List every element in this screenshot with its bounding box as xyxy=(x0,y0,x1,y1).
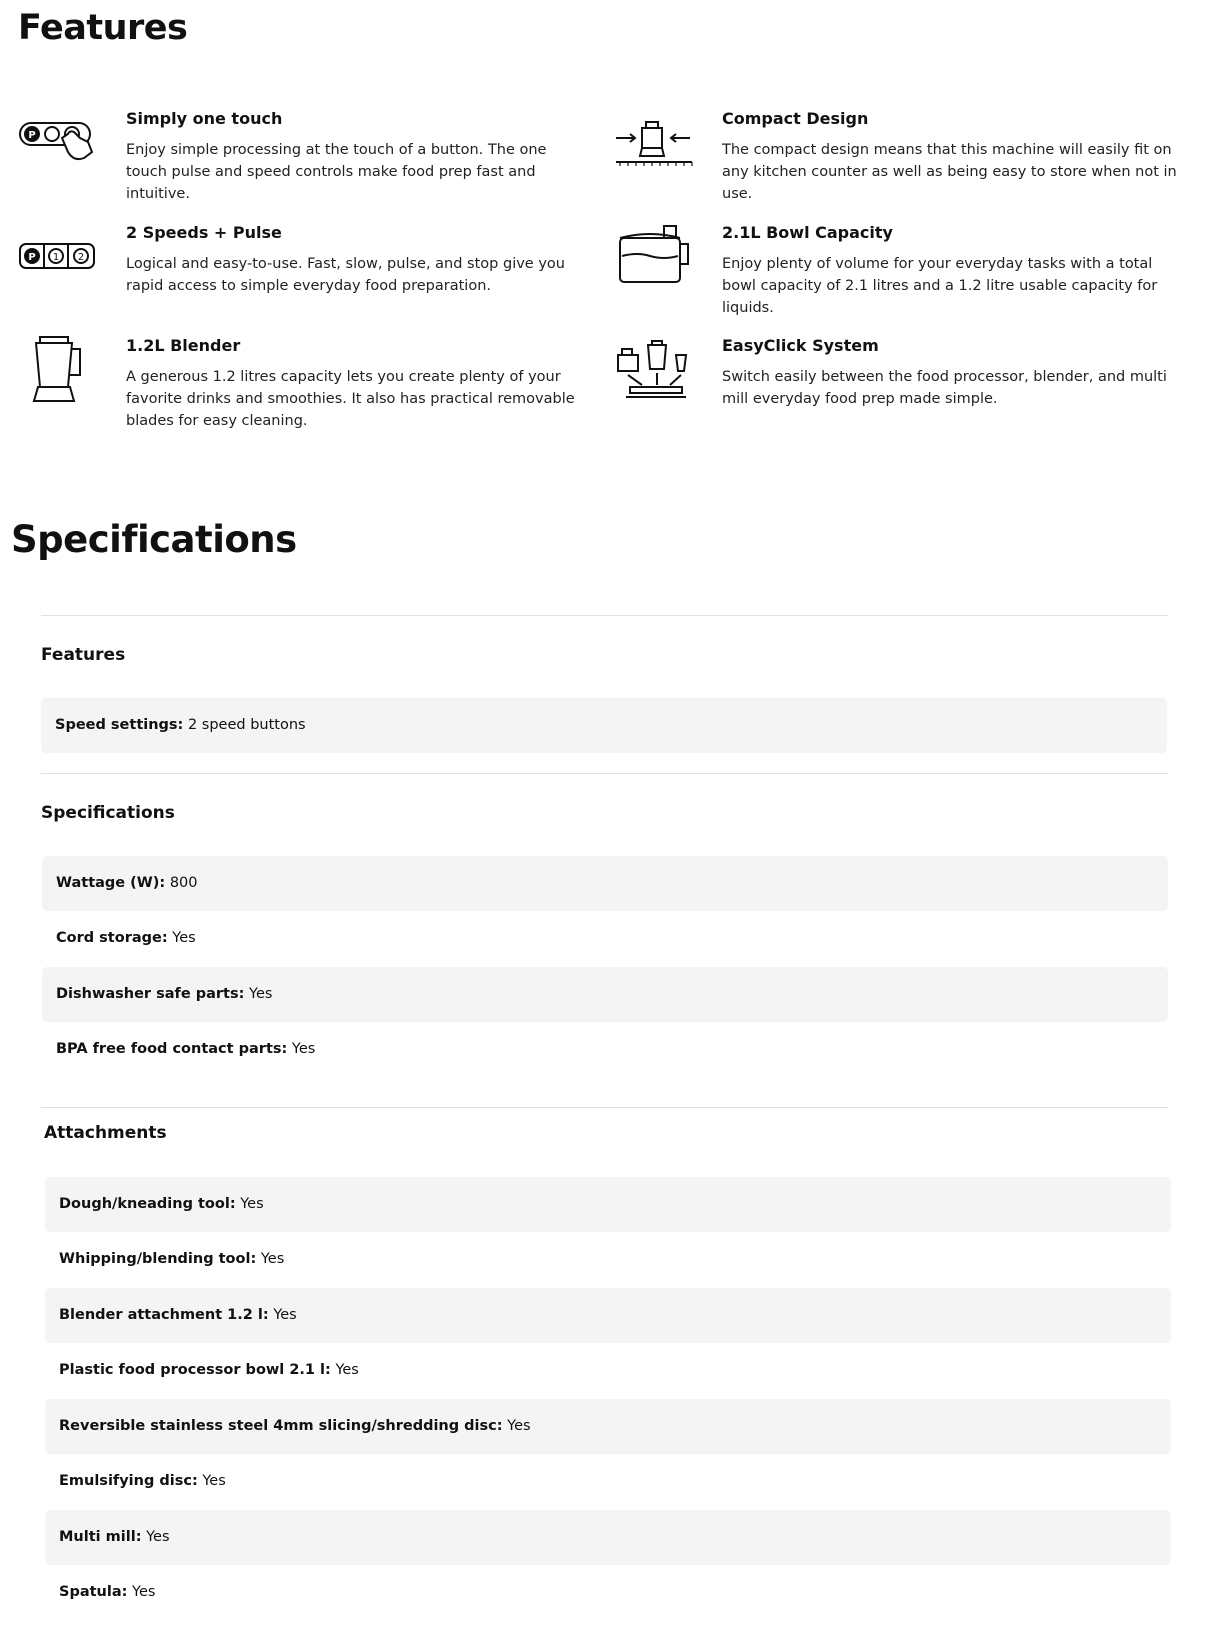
spec-value: Yes xyxy=(335,1362,359,1378)
feature-title: Compact Design xyxy=(722,109,869,128)
compact-design-icon xyxy=(614,108,694,178)
features-heading: Features xyxy=(18,8,188,48)
spec-row xyxy=(45,1510,1171,1565)
spec-label: Dishwasher safe parts: xyxy=(56,986,245,1002)
spec-label: BPA free food contact parts: xyxy=(56,1041,288,1057)
spec-value: Yes xyxy=(273,1307,297,1323)
svg-text:P: P xyxy=(28,252,36,263)
spec-value: Yes xyxy=(260,1251,285,1267)
spec-value: Yes xyxy=(291,1041,316,1057)
svg-text:2: 2 xyxy=(77,252,85,263)
feature-title: EasyClick System xyxy=(722,336,879,355)
feature-title: 2.1L Bowl Capacity xyxy=(722,223,893,242)
spec-row xyxy=(42,911,1168,966)
svg-text:P: P xyxy=(28,130,36,141)
spec-value: Yes xyxy=(202,1473,226,1489)
spec-row xyxy=(45,1454,1171,1509)
svg-text:1: 1 xyxy=(52,252,60,263)
spec-label: Spatula: xyxy=(59,1584,128,1600)
one-touch-icon xyxy=(18,108,98,178)
spec-value: 2 speed buttons xyxy=(187,717,306,733)
spec-label: Multi mill: xyxy=(59,1529,142,1545)
spec-value: Yes xyxy=(507,1418,531,1434)
spec-label: Speed settings: xyxy=(55,717,184,733)
spec-value: Yes xyxy=(146,1529,170,1545)
specifications-heading: Specifications xyxy=(11,518,297,561)
spec-label: Whipping/blending tool: xyxy=(59,1251,257,1267)
spec-group-title-attachments: Attachments xyxy=(44,1123,167,1143)
section-divider xyxy=(41,615,1168,616)
easyclick-icon xyxy=(614,335,694,405)
spec-label: Wattage (W): xyxy=(56,875,166,891)
spec-row xyxy=(45,1288,1171,1343)
spec-value: Yes xyxy=(249,986,273,1002)
spec-row xyxy=(45,1565,1171,1620)
spec-value: Yes xyxy=(240,1196,264,1212)
spec-label: Reversible stainless steel 4mm slicing/shredding disc: xyxy=(59,1418,503,1434)
section-divider xyxy=(41,773,1168,774)
feature-description: Enjoy simple processing at the touch of a button. The one touch pulse and speed controls make food prep fast and intuitive. xyxy=(126,142,547,202)
spec-label: Emulsifying disc: xyxy=(59,1473,198,1489)
spec-row xyxy=(42,967,1168,1022)
spec-label: Dough/kneading tool: xyxy=(59,1196,236,1212)
spec-row xyxy=(45,1177,1171,1232)
spec-value: Yes xyxy=(132,1584,156,1600)
spec-label: Blender attachment 1.2 l: xyxy=(59,1307,269,1323)
spec-row xyxy=(41,698,1167,753)
feature-description: A generous 1.2 litres capacity lets you create plenty of your favorite drinks and smoothies. It also has practical removable blades for easy cleaning. xyxy=(126,369,575,429)
spec-row xyxy=(42,856,1168,911)
spec-group-title-specifications: Specifications xyxy=(41,803,175,823)
feature-description: Logical and easy-to-use. Fast, slow, pulse, and stop give you rapid access to simple everyday food preparation. xyxy=(126,256,565,294)
feature-description: Switch easily between the food processor, blender, and multi mill everyday food prep made simple. xyxy=(722,369,1167,407)
blender-icon xyxy=(18,335,98,405)
feature-title: 1.2L Blender xyxy=(126,336,241,355)
spec-row xyxy=(42,1022,1168,1077)
bowl-icon xyxy=(614,222,694,292)
spec-value: Yes xyxy=(172,930,196,946)
feature-title: Simply one touch xyxy=(126,109,283,128)
spec-value: 800 xyxy=(169,875,198,891)
spec-row xyxy=(45,1399,1171,1454)
spec-label: Cord storage: xyxy=(56,930,168,946)
feature-description: Enjoy plenty of volume for your everyday tasks with a total bowl capacity of 2.1 litres and a 1.2 litre usable capacity for liquids. xyxy=(722,256,1158,316)
feature-description: The compact design means that this machine will easily fit on any kitchen counter as well as being easy to store when not in use. xyxy=(722,142,1177,202)
feature-title: 2 Speeds + Pulse xyxy=(126,223,282,242)
spec-row xyxy=(45,1232,1171,1287)
spec-label: Plastic food processor bowl 2.1 l: xyxy=(59,1362,331,1378)
speeds-pulse-icon xyxy=(18,222,98,292)
spec-group-title-features: Features xyxy=(41,645,126,665)
spec-row xyxy=(45,1343,1171,1398)
section-divider xyxy=(41,1107,1168,1108)
